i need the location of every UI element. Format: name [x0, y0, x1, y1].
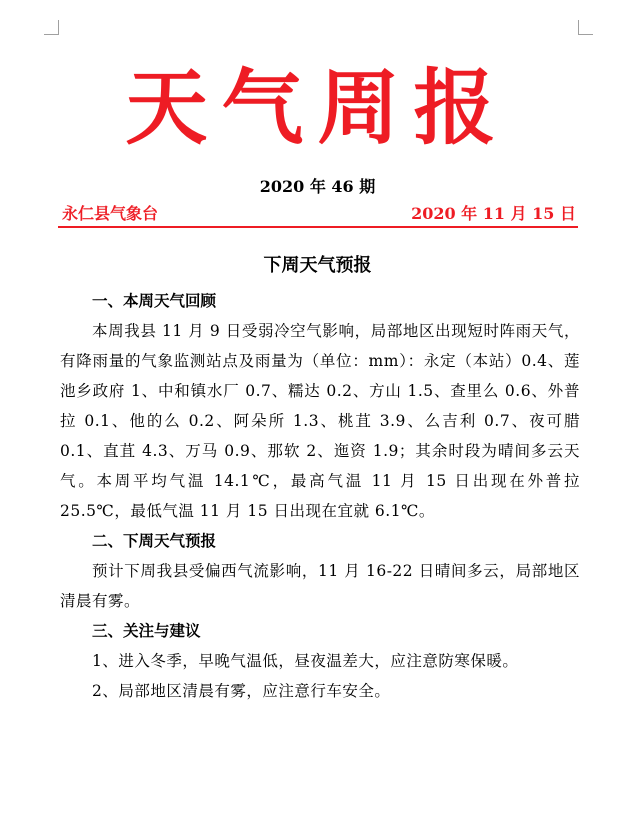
- station-name: 永仁县气象台: [62, 204, 159, 223]
- publish-date: 2020 年 11 月 15 日: [411, 204, 576, 223]
- section-paragraph-forecast: 预计下周我县受偏西气流影响，11 月 16-22 日晴间多云，局部地区清晨有雾。: [60, 562, 580, 610]
- red-divider-line: [58, 226, 578, 228]
- page-corner-mark-top-right: [578, 20, 593, 35]
- page-corner-mark-top-left: [44, 20, 59, 35]
- masthead-title: 天气周报: [125, 60, 510, 156]
- section-heading-review: 一、本周天气回顾: [92, 291, 217, 310]
- article-body: [60, 286, 580, 706]
- advice-item-2: 2、局部地区清晨有雾，应注意行车安全。: [92, 682, 391, 700]
- section-heading-forecast: 二、下周天气预报: [92, 531, 217, 550]
- article-title: 下周天气预报: [263, 255, 372, 276]
- issue-number: 2020 年 46 期: [259, 177, 376, 196]
- section-paragraph-review: 本周我县 11 月 9 日受弱冷空气影响，局部地区出现短时阵雨天气，有降雨量的气象监测站点及雨量为（单位：mm）：永定（本站）0.4、莲池乡政府 1、中和镇水厂 0.7、糯达 0.2、方山 1.5、查里么 0.6、外普拉 0.1、他的么 0.2、阿朵所 1.3、桃苴 3.9、么吉利 0.7、夜可腊 0.1、直苴 4.3、万马 0.9、那软 2、迤资 1.9；其余时段为晴间多云天气。本周平均气温 14.1℃，最高气温 11 月 15 日出现在外普拉 25.5℃，最低气温 11 月 15 日出现在宜就 6.1℃。: [60, 322, 580, 520]
- advice-item-1: 1、进入冬季，早晚气温低，昼夜温差大，应注意防寒保暖。: [92, 652, 519, 670]
- section-heading-advice: 三、关注与建议: [92, 621, 201, 640]
- masthead-info-row: [62, 203, 576, 225]
